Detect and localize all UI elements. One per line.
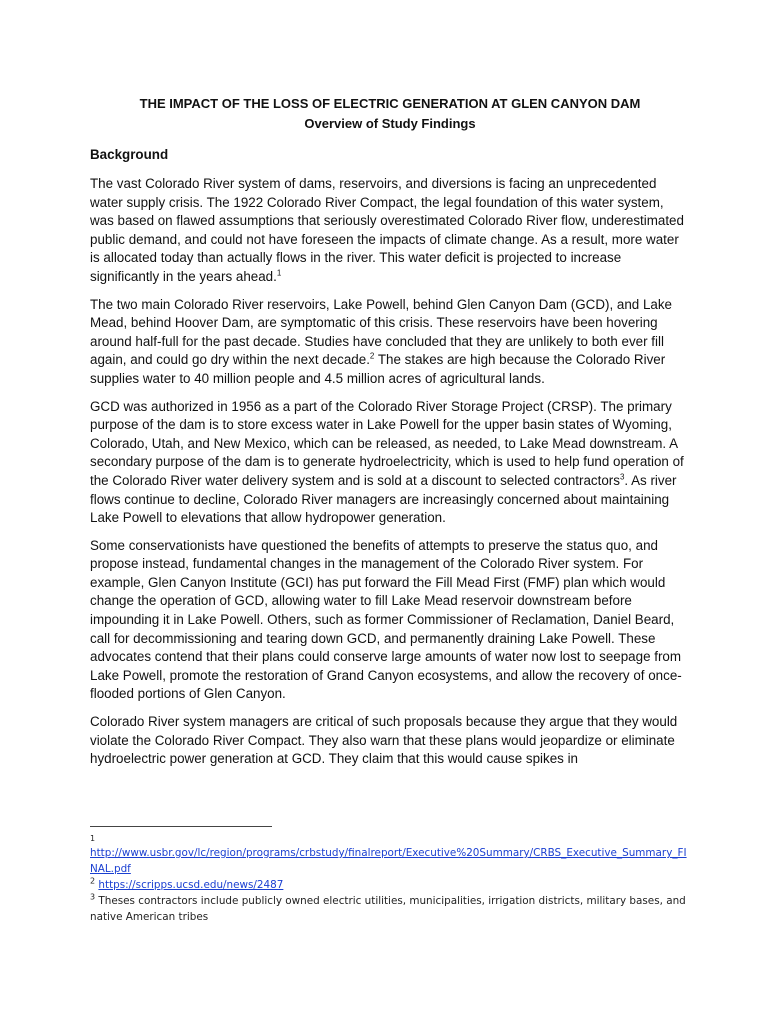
footnote-3: [90, 893, 690, 925]
footnote-ref-2[interactable]: 2: [369, 351, 375, 361]
paragraph-3: [90, 398, 690, 528]
paragraph-1: [90, 175, 690, 287]
footnotes-section: [90, 826, 690, 925]
footnote-2: [90, 877, 690, 893]
footnote-3-number: 3: [90, 892, 96, 902]
document-title: THE IMPACT OF THE LOSS OF ELECTRIC GENERATION AT GLEN CANYON DAM: [139, 96, 641, 111]
paragraph-1-text: The vast Colorado River system of dams, reservoirs, and diversions is facing an unprecedented water supply crisis. The 1922 Colorado River Compact, the legal foundation of this water system, was based on flawed assumptions that seriously overestimated Colorado River flow, underestimated public demand, and could not have foreseen the impacts of climate change. As a result, more water is allocated today than actually flows in the river. This water deficit is projected to increase significantly in the years ahead.: [90, 176, 684, 284]
footnote-3-text: Theses contractors include publicly owned electric utilities, municipalities, irrigation districts, military bases, and native American tribes: [90, 895, 686, 923]
footnote-2-link[interactable]: https://scripps.ucsd.edu/news/2487: [98, 879, 284, 891]
footnote-ref-1[interactable]: 1: [276, 268, 282, 278]
document-subtitle: Overview of Study Findings: [304, 116, 476, 131]
paragraph-3-continued: . As river flows continue to decline, Colorado River managers are increasingly concerned about maintaining Lake Powell to elevations that allow hydropower generation.: [90, 472, 677, 526]
footnote-1-number: 1: [90, 834, 96, 843]
paragraph-3-text: GCD was authorized in 1956 as a part of the Colorado River Storage Project (CRSP). The primary purpose of the dam is to store excess water in Lake Powell for the upper basin states of Wyoming, Colorado, Utah, and New Mexico, which can be released, as needed, to Lake Mead downstream. A secondary purpose of the dam is to generate hydroelectricity, which is used to help fund operation of the Colorado River water delivery system and is sold at a discount to selected contractors: [90, 398, 684, 488]
document-body: [90, 94, 690, 778]
footnote-2-number: 2: [90, 876, 96, 886]
paragraph-2-continued: The stakes are high because the Colorado River supplies water to 40 million people and 4.5 million acres of agricultural lands.: [90, 352, 666, 386]
paragraph-5: Colorado River system managers are critical of such proposals because they argue that they would violate the Colorado River Compact. They also warn that these plans would jeopardize or eliminate hydroelectric power generation at GCD. They claim that this would cause spikes in: [90, 714, 678, 767]
paragraph-2-text: The two main Colorado River reservoirs, Lake Powell, behind Glen Canyon Dam (GCD), and Lake Mead, behind Hoover Dam, are symptomatic of this crisis. These reservoirs have been hovering around half-full for the past decade. Studies have concluded that they are unlikely to both ever fill again, and could go dry within the next decade.: [90, 296, 673, 368]
paragraph-2: [90, 296, 690, 389]
footnote-ref-3[interactable]: 3: [619, 472, 625, 482]
footnote-1: [90, 845, 690, 877]
section-heading: Background: [90, 147, 169, 162]
footnote-1-link[interactable]: http://www.usbr.gov/lc/region/programs/crbstudy/finalreport/Executive%20Summary/CRBS_Executive_Summary_FINAL.pdf: [90, 847, 687, 875]
footnote-divider: [90, 826, 272, 827]
paragraph-4: Some conservationists have questioned the benefits of attempts to preserve the status quo, and propose instead, fundamental changes in the management of the Colorado River system. For example, Glen Canyon Institute (GCI) has put forward the Fill Mead First (FMF) plan which would change the operation of GCD, allowing water to fill Lake Mead reservoir downstream before impounding it in Lake Powell. Others, such as former Commissioner of Reclamation, Daniel Beard, call for decommissioning and tearing down GCD, and permanently draining Lake Powell. These advocates contend that their plans could conserve large amounts of water now lost to seepage from Lake Powell, promote the restoration of Grand Canyon ecosystems, and allow the recovery of once-flooded portions of Glen Canyon.: [90, 537, 682, 702]
